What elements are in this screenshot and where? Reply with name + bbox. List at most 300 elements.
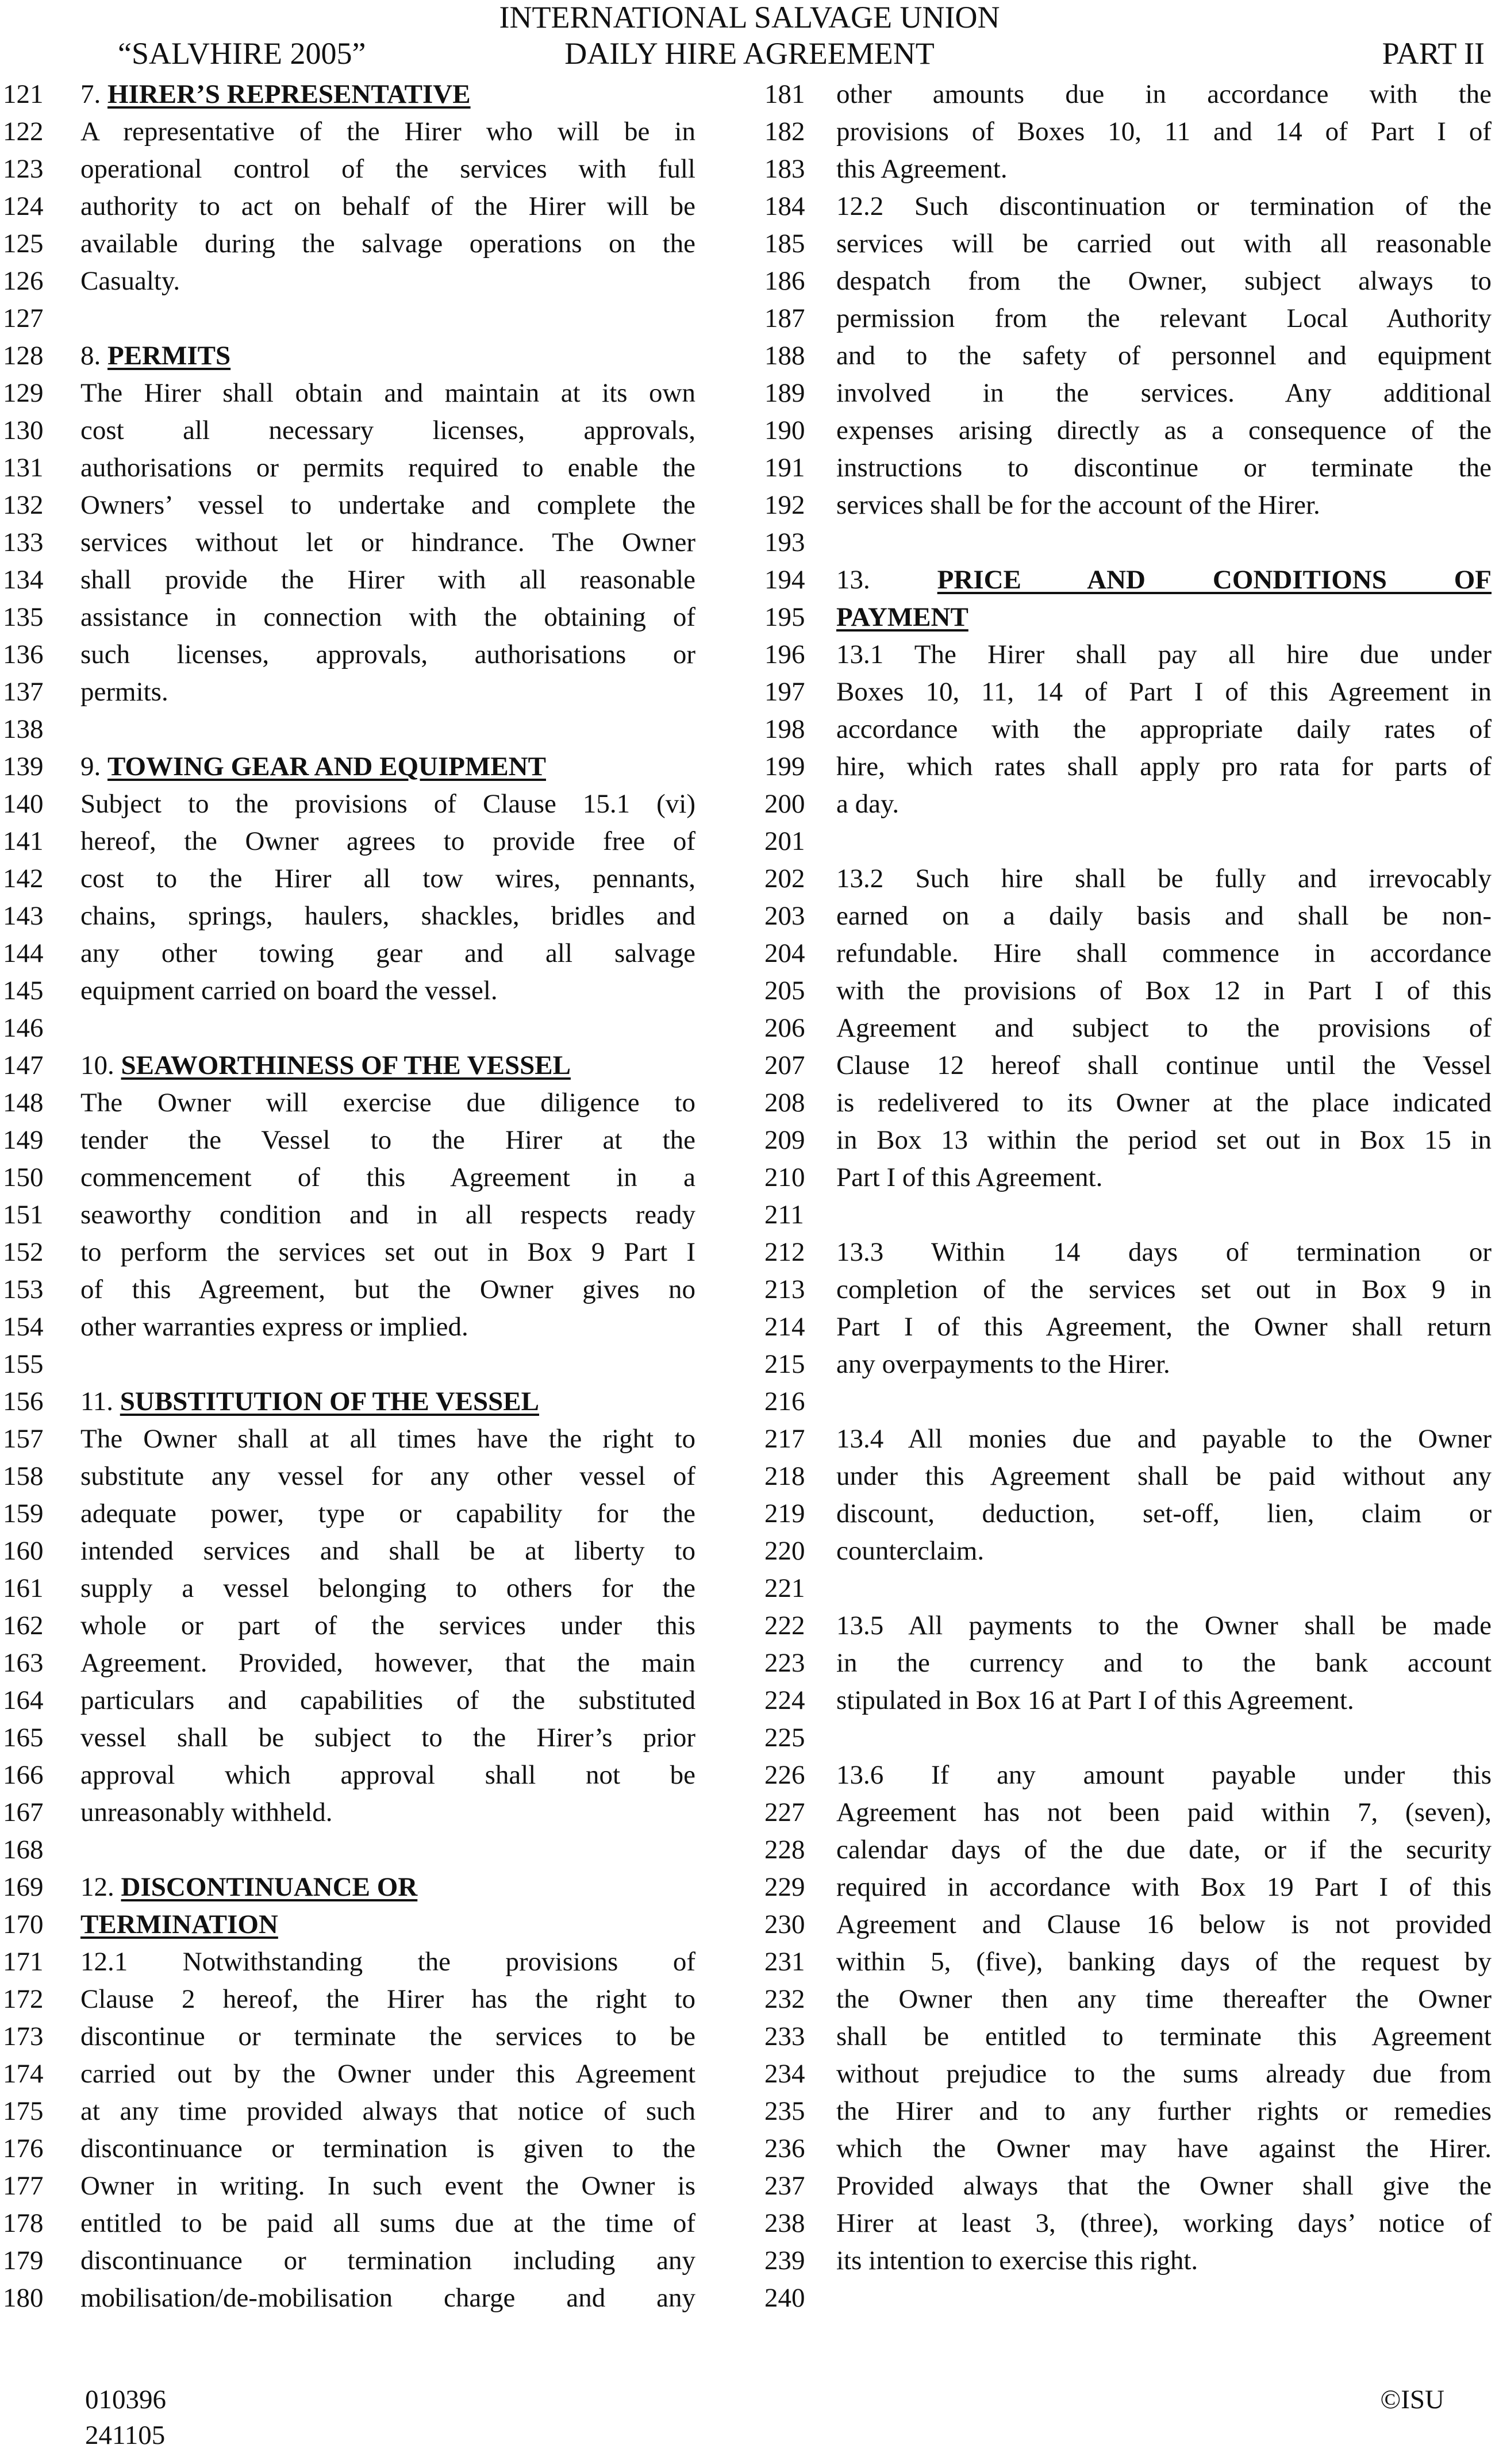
line-number: 194	[764, 565, 805, 595]
clause-line	[3, 1533, 701, 1570]
line-number: 226	[764, 1760, 805, 1790]
line-text-content: Agreement and Clause 16 below is not provided	[836, 1909, 1492, 1939]
line-text	[836, 1159, 1492, 1196]
line-number: 231	[764, 1947, 805, 1977]
line-number: 151	[3, 1200, 44, 1230]
line-text-content: Boxes 10, 11, 14 of Part I of this Agreement in	[836, 677, 1492, 707]
clause-line	[3, 1084, 701, 1122]
line-number: 132	[3, 490, 44, 520]
line-text	[80, 599, 695, 636]
clause-heading: TOWING GEAR AND EQUIPMENT	[107, 752, 546, 781]
line-text	[80, 1981, 695, 2018]
line-text	[80, 1533, 695, 1570]
line-text-content: 13.4 All monies due and payable to the Owner	[836, 1424, 1492, 1454]
line-text-content: 13.1 The Hirer shall pay all hire due under	[836, 640, 1492, 669]
line-text-content: vessel shall be subject to the Hirer’s prior	[80, 1723, 695, 1753]
line-text	[836, 1607, 1492, 1645]
line-text	[80, 225, 695, 263]
clause-line	[3, 2130, 701, 2167]
line-text	[80, 1271, 695, 1308]
line-number: 240	[764, 2283, 805, 2313]
line-number: 233	[764, 2022, 805, 2051]
line-text	[80, 636, 695, 673]
line-number: 163	[3, 1648, 44, 1678]
line-number: 178	[3, 2208, 44, 2238]
line-number: 158	[3, 1461, 44, 1491]
line-text-content: operational control of the services with full	[80, 154, 695, 184]
clause-line	[764, 1047, 1494, 1084]
line-text-content: discontinue or terminate the services to be	[80, 2022, 695, 2051]
line-text-content: provisions of Boxes 10, 11 and 14 of Part I of	[836, 117, 1492, 147]
clause-line	[764, 113, 1494, 151]
line-number: 214	[764, 1312, 805, 1342]
line-number: 224	[764, 1685, 805, 1715]
line-text	[836, 972, 1492, 1010]
line-number: 206	[764, 1013, 805, 1043]
line-number: 170	[3, 1909, 44, 1939]
line-text	[80, 1607, 695, 1645]
clause-line	[764, 2055, 1494, 2093]
clause-line	[764, 1645, 1494, 1682]
line-text	[80, 935, 695, 972]
clause-line	[764, 188, 1494, 225]
clause-line	[764, 524, 1494, 561]
line-number: 228	[764, 1835, 805, 1865]
line-text-content: stipulated in Box 16 at Part I of this Agreement.	[836, 1685, 1354, 1715]
clause-line	[764, 1719, 1494, 1757]
line-text	[836, 1271, 1492, 1308]
line-text	[836, 1234, 1492, 1271]
line-text	[80, 1869, 695, 1906]
line-number: 145	[3, 976, 44, 1006]
clause-line	[3, 935, 701, 972]
line-number: 172	[3, 1984, 44, 2014]
clause-heading: SEAWORTHINESS OF THE VESSEL	[121, 1050, 571, 1080]
line-number: 123	[3, 154, 44, 184]
line-number: 140	[3, 789, 44, 819]
clause-line	[764, 1271, 1494, 1308]
line-number: 211	[764, 1200, 804, 1230]
line-text-content: at any time provided always that notice of such	[80, 2096, 695, 2126]
line-number: 185	[764, 229, 805, 259]
clause-line	[764, 1084, 1494, 1122]
line-number: 150	[3, 1162, 44, 1192]
clause-line	[764, 1607, 1494, 1645]
clause-line	[764, 1533, 1494, 1570]
line-number: 164	[3, 1685, 44, 1715]
line-number: 207	[764, 1050, 805, 1080]
line-text	[836, 151, 1492, 188]
clause-line	[764, 1196, 1494, 1234]
line-number: 236	[764, 2134, 805, 2163]
line-text-content: 9.	[80, 752, 107, 781]
line-text-content: Casualty.	[80, 266, 180, 296]
clause-line	[3, 76, 701, 113]
line-number: 238	[764, 2208, 805, 2238]
line-text-content: 13.	[836, 565, 937, 595]
line-number: 157	[3, 1424, 44, 1454]
line-text-content: 11.	[80, 1387, 120, 1416]
line-text-content: hereof, the Owner agrees to provide free of	[80, 826, 695, 856]
line-text-content: such licenses, approvals, authorisations or	[80, 640, 695, 669]
footer-code-1: 010396	[85, 2385, 166, 2415]
line-number: 176	[3, 2134, 44, 2163]
line-number: 215	[764, 1349, 805, 1379]
clause-line	[764, 412, 1494, 449]
line-number: 144	[3, 938, 44, 968]
clause-line	[764, 1495, 1494, 1533]
clause-line	[3, 786, 701, 823]
line-text	[836, 2018, 1492, 2055]
line-number: 149	[3, 1125, 44, 1155]
line-text	[80, 412, 695, 449]
clause-line	[764, 1159, 1494, 1196]
line-number: 161	[3, 1573, 44, 1603]
line-text-content: approval which approval shall not be	[80, 1760, 695, 1790]
line-text-content: Part I of this Agreement, the Owner shall return	[836, 1312, 1492, 1342]
clause-line	[764, 711, 1494, 748]
line-text-content: Owner in writing. In such event the Owner is	[80, 2171, 695, 2201]
line-text-content: any other towing gear and all salvage	[80, 938, 695, 968]
line-number: 155	[3, 1349, 44, 1379]
line-number: 139	[3, 752, 44, 781]
clause-line	[764, 2130, 1494, 2167]
line-text	[80, 2055, 695, 2093]
clause-line	[764, 1682, 1494, 1719]
line-text-content: cost all necessary licenses, approvals,	[80, 415, 695, 445]
line-text-content: accordance with the appropriate daily rates of	[836, 714, 1492, 744]
line-text	[836, 1047, 1492, 1084]
clause-line	[3, 1234, 701, 1271]
line-text	[836, 1645, 1492, 1682]
right-column	[764, 76, 1494, 2317]
line-text-content: 12.	[80, 1872, 121, 1902]
clause-line	[3, 1719, 701, 1757]
line-text	[80, 1122, 695, 1159]
clause-line	[764, 1943, 1494, 1981]
line-text-content: services without let or hindrance. The Owner	[80, 528, 695, 557]
line-text-content: under this Agreement shall be paid without any	[836, 1461, 1492, 1491]
line-text	[836, 1308, 1492, 1346]
line-text	[836, 1682, 1492, 1719]
line-text-content: Subject to the provisions of Clause 15.1 (vi)	[80, 789, 695, 819]
clause-line	[3, 1420, 701, 1458]
line-text	[80, 1943, 695, 1981]
line-number: 160	[3, 1536, 44, 1566]
clause-line	[3, 711, 701, 748]
line-text	[836, 1346, 1492, 1383]
line-text	[80, 1084, 695, 1122]
clause-line	[3, 1757, 701, 1794]
line-text-content: discontinuance or termination including any	[80, 2246, 695, 2276]
line-text	[80, 673, 695, 711]
line-text-content: this Agreement.	[836, 154, 1008, 184]
line-text	[836, 2093, 1492, 2130]
line-number: 219	[764, 1499, 805, 1529]
line-number: 154	[3, 1312, 44, 1342]
line-text-content: authorisations or permits required to enable the	[80, 453, 695, 483]
line-text	[836, 860, 1492, 898]
line-number: 210	[764, 1162, 805, 1192]
line-text-content: cost to the Hirer all tow wires, pennants,	[80, 864, 695, 894]
line-number: 177	[3, 2171, 44, 2201]
line-text	[836, 1420, 1492, 1458]
line-text-content: substitute any vessel for any other vessel of	[80, 1461, 695, 1491]
line-number: 203	[764, 901, 805, 931]
line-number: 159	[3, 1499, 44, 1529]
clause-heading: HIRER’S REPRESENTATIVE	[107, 79, 471, 109]
line-number: 183	[764, 154, 805, 184]
header-row	[0, 34, 1499, 72]
clause-line	[764, 375, 1494, 412]
line-number: 152	[3, 1237, 44, 1267]
clause-line	[3, 151, 701, 188]
line-number: 201	[764, 826, 805, 856]
line-text	[836, 1794, 1492, 1831]
clause-line	[764, 337, 1494, 375]
clause-line	[3, 449, 701, 487]
line-number: 195	[764, 602, 805, 632]
line-text	[836, 1122, 1492, 1159]
line-text-content: equipment carried on board the vessel.	[80, 976, 498, 1006]
line-number: 227	[764, 1797, 805, 1827]
left-column	[3, 76, 701, 2317]
line-text-content: counterclaim.	[836, 1536, 985, 1566]
line-text	[836, 263, 1492, 300]
line-number: 217	[764, 1424, 805, 1454]
line-text-content: supply a vessel belonging to others for the	[80, 1573, 695, 1603]
clause-line	[764, 2018, 1494, 2055]
clause-line	[764, 300, 1494, 337]
clause-line	[3, 823, 701, 860]
line-text	[80, 2018, 695, 2055]
line-number: 222	[764, 1611, 805, 1641]
line-number: 179	[3, 2246, 44, 2276]
clause-line	[764, 2280, 1494, 2317]
line-number: 208	[764, 1088, 805, 1118]
clause-line	[764, 76, 1494, 113]
clause-line	[3, 412, 701, 449]
line-number: 197	[764, 677, 805, 707]
line-text-content: a day.	[836, 789, 900, 819]
line-number: 148	[3, 1088, 44, 1118]
clause-line	[764, 263, 1494, 300]
clause-line	[764, 786, 1494, 823]
line-text-content: adequate power, type or capability for the	[80, 1499, 695, 1529]
line-number: 175	[3, 2096, 44, 2126]
line-text	[80, 113, 695, 151]
line-text	[836, 188, 1492, 225]
clause-line	[3, 636, 701, 673]
line-text-content: mobilisation/de-mobilisation charge and any	[80, 2283, 695, 2313]
clause-line	[764, 151, 1494, 188]
line-number: 190	[764, 415, 805, 445]
line-text-content: carried out by the Owner under this Agreement	[80, 2059, 695, 2089]
line-number: 237	[764, 2171, 805, 2201]
clause-line	[3, 1159, 701, 1196]
clause-line	[3, 1308, 701, 1346]
clause-line	[764, 1831, 1494, 1869]
clause-line	[3, 113, 701, 151]
line-text	[836, 1084, 1492, 1122]
line-text	[80, 860, 695, 898]
footer-copyright: ©ISU	[1380, 2385, 1444, 2415]
line-text-content: Part I of this Agreement.	[836, 1162, 1103, 1192]
line-text	[80, 1570, 695, 1607]
line-text-content: particulars and capabilities of the substituted	[80, 1685, 695, 1715]
line-number: 141	[3, 826, 44, 856]
line-number: 169	[3, 1872, 44, 1902]
line-text	[80, 2205, 695, 2242]
line-number: 221	[764, 1573, 805, 1603]
line-text	[836, 113, 1492, 151]
line-number: 225	[764, 1723, 805, 1753]
line-number: 202	[764, 864, 805, 894]
line-number: 136	[3, 640, 44, 669]
clause-line	[764, 972, 1494, 1010]
line-text-content: any overpayments to the Hirer.	[836, 1349, 1170, 1379]
line-text	[80, 748, 695, 786]
line-number: 223	[764, 1648, 805, 1678]
clause-line	[764, 1981, 1494, 2018]
clause-line	[3, 1682, 701, 1719]
clause-line	[3, 2093, 701, 2130]
line-number: 198	[764, 714, 805, 744]
line-text	[836, 1533, 1492, 1570]
line-number: 182	[764, 117, 805, 147]
clause-line	[3, 1196, 701, 1234]
line-text	[80, 188, 695, 225]
line-number: 218	[764, 1461, 805, 1491]
line-text	[836, 300, 1492, 337]
line-number: 239	[764, 2246, 805, 2276]
line-text	[80, 561, 695, 599]
line-text	[80, 1645, 695, 1682]
line-number: 143	[3, 901, 44, 931]
line-text-content: commencement of this Agreement in a	[80, 1162, 695, 1192]
document-title: DAILY HIRE AGREEMENT	[564, 36, 935, 71]
clause-line	[3, 1570, 701, 1607]
line-text	[836, 2055, 1492, 2093]
clause-line	[3, 972, 701, 1010]
line-number: 153	[3, 1275, 44, 1304]
line-number: 188	[764, 341, 805, 371]
clause-line	[764, 449, 1494, 487]
line-text-content: intended services and shall be at liberty to	[80, 1536, 695, 1566]
clause-line	[3, 1981, 701, 2018]
line-text	[836, 1757, 1492, 1794]
line-number: 135	[3, 602, 44, 632]
line-text	[836, 1831, 1492, 1869]
line-text-content: entitled to be paid all sums due at the time of	[80, 2208, 695, 2238]
line-number: 220	[764, 1536, 805, 1566]
line-text	[80, 2130, 695, 2167]
line-text-content: with the provisions of Box 12 in Part I of this	[836, 976, 1492, 1006]
clause-line	[3, 2242, 701, 2280]
line-text-content: 12.1 Notwithstanding the provisions of	[80, 1947, 695, 1977]
clause-line	[764, 673, 1494, 711]
clause-line	[3, 1495, 701, 1533]
line-text-content: the Hirer and to any further rights or remedies	[836, 2096, 1492, 2126]
line-number: 138	[3, 714, 44, 744]
line-number: 128	[3, 341, 44, 371]
clause-line	[3, 2280, 701, 2317]
line-text	[836, 2242, 1492, 2280]
clause-line	[3, 898, 701, 935]
line-text	[80, 1308, 695, 1346]
clause-line	[764, 2167, 1494, 2205]
clause-line	[764, 1458, 1494, 1495]
line-text-content: Provided always that the Owner shall give the	[836, 2171, 1492, 2201]
line-number: 165	[3, 1723, 44, 1753]
line-text-content: permission from the relevant Local Authority	[836, 303, 1492, 333]
part-label: PART II	[1382, 36, 1485, 71]
line-number: 127	[3, 303, 44, 333]
line-number: 173	[3, 2022, 44, 2051]
line-text-content: and to the safety of personnel and equipment	[836, 341, 1492, 371]
line-text-content: required in accordance with Box 19 Part I of this	[836, 1872, 1492, 1902]
clause-line	[3, 225, 701, 263]
line-text	[836, 375, 1492, 412]
line-number: 166	[3, 1760, 44, 1790]
clause-line	[3, 2018, 701, 2055]
line-text	[80, 1159, 695, 1196]
line-text	[836, 1495, 1492, 1533]
line-text	[836, 449, 1492, 487]
line-text-content: calendar days of the due date, or if the security	[836, 1835, 1492, 1865]
line-number: 184	[764, 191, 805, 221]
line-number: 131	[3, 453, 44, 483]
line-text	[836, 1906, 1492, 1943]
line-number: 235	[764, 2096, 805, 2126]
clause-line	[3, 1794, 701, 1831]
line-text	[836, 76, 1492, 113]
line-text	[836, 2167, 1492, 2205]
clause-heading: DISCONTINUANCE OR	[121, 1872, 418, 1902]
line-number: 200	[764, 789, 805, 819]
clause-line	[3, 1831, 701, 1869]
line-text	[836, 636, 1492, 673]
line-number: 130	[3, 415, 44, 445]
clause-line	[3, 1458, 701, 1495]
line-text	[836, 748, 1492, 786]
line-text	[836, 2130, 1492, 2167]
clause-line	[764, 823, 1494, 860]
clause-line	[764, 636, 1494, 673]
clause-line	[764, 1122, 1494, 1159]
clause-line	[764, 1383, 1494, 1420]
line-number: 191	[764, 453, 805, 483]
line-number: 213	[764, 1275, 805, 1304]
line-text-content: services shall be for the account of the Hirer.	[836, 490, 1320, 520]
line-number: 129	[3, 378, 44, 408]
line-text	[836, 673, 1492, 711]
line-text-content: permits.	[80, 677, 168, 707]
clause-line	[764, 1794, 1494, 1831]
line-number: 162	[3, 1611, 44, 1641]
clause-line	[3, 1383, 701, 1420]
line-text	[80, 1196, 695, 1234]
clause-line	[3, 1271, 701, 1308]
clause-line	[764, 1570, 1494, 1607]
line-text-content: discontinuance or termination is given to the	[80, 2134, 695, 2163]
clause-line	[3, 1346, 701, 1383]
line-text-content: in the currency and to the bank account	[836, 1648, 1492, 1678]
line-text	[80, 823, 695, 860]
clause-line	[3, 1010, 701, 1047]
line-number: 134	[3, 565, 44, 595]
line-text	[80, 449, 695, 487]
